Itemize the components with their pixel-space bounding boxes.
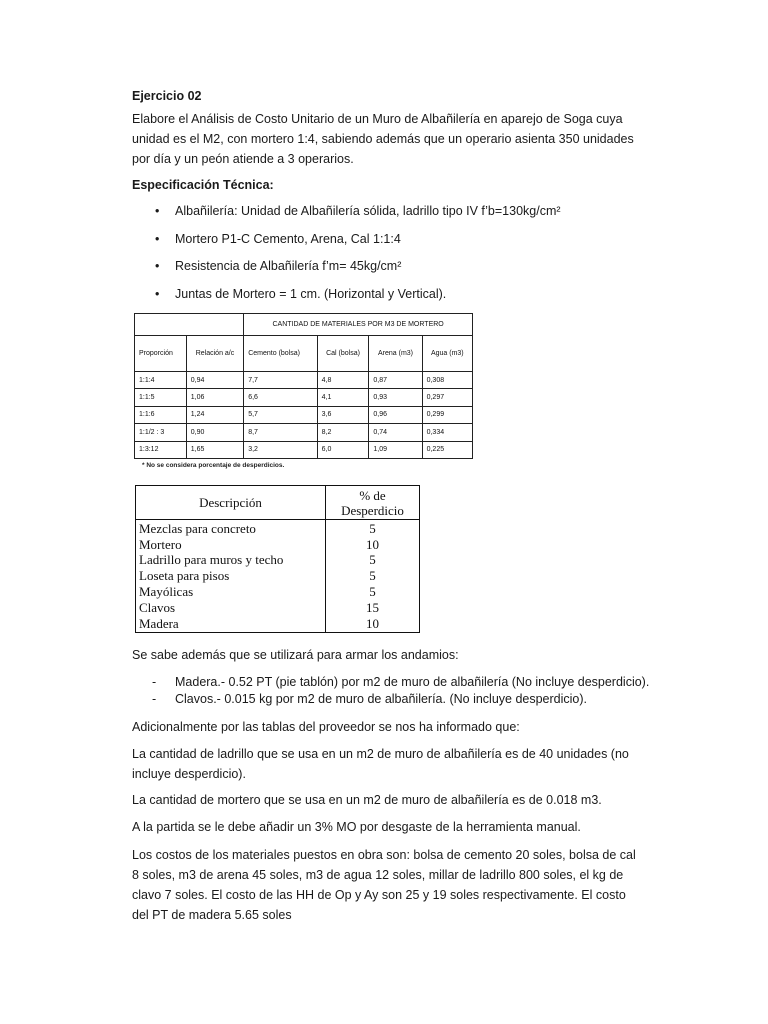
table-cell: 1:1:6 (135, 406, 187, 423)
table-cell: 4,1 (317, 389, 369, 406)
costs-paragraph: Los costos de los materiales puestos en obra son: bolsa de cemento 20 soles, bolsa de cal 8 soles, m3 de arena 45 soles, m3 de agua 12 soles, millar de ladrillo 800 soles, el kg de clavo 7 soles. El costo de las HH de Op y Ay son 25 y 19 soles respectivamente. El costo del PT de madera 5.65 soles (132, 848, 636, 922)
col-header: Descripción (136, 486, 326, 520)
mortar-materials-table (134, 313, 473, 459)
table-cell: 1,65 (186, 441, 243, 458)
table-cell: 0,225 (422, 441, 472, 458)
col-header: Relación a/c (186, 336, 243, 372)
table-cell: 5 (326, 568, 420, 584)
table-row (135, 424, 473, 441)
table-cell: 5 (326, 584, 420, 600)
scaffold-item (152, 691, 587, 708)
col-header: Agua (m3) (422, 336, 472, 372)
bullet-icon: • (155, 232, 160, 246)
table-cell: 0,297 (422, 389, 472, 406)
table-row (135, 406, 473, 423)
spec-item-text: Resistencia de Albañilería f’m= 45kg/cm² (175, 259, 402, 273)
table-cell: 1:1/2 : 3 (135, 424, 187, 441)
mortar-group-header: CANTIDAD DE MATERIALES POR M3 DE MORTERO (244, 314, 473, 336)
table-cell: 10 (326, 616, 420, 633)
table-cell: 4,8 (317, 372, 369, 389)
table-cell: 1,24 (186, 406, 243, 423)
scaffold-item-text: Madera.- 0.52 PT (pie tablón) por m2 de muro de albañilería (No incluye desperdicio). (175, 675, 650, 689)
table-cell: 0,74 (369, 424, 422, 441)
table-cell: 7,7 (244, 372, 317, 389)
table-cell: Mezclas para concreto (136, 520, 326, 537)
spec-item-text: Albañilería: Unidad de Albañilería sólida, ladrillo tipo IV f’b=130kg/cm² (175, 204, 561, 218)
spec-item-text: Juntas de Mortero = 1 cm. (Horizontal y Vertical). (175, 287, 447, 301)
table-cell: 0,334 (422, 424, 472, 441)
table-row (135, 372, 473, 389)
table-cell: 0,94 (186, 372, 243, 389)
table-cell: 0,96 (369, 406, 422, 423)
table-row (136, 536, 420, 552)
table-cell: 1:1:4 (135, 372, 187, 389)
spec-item (155, 285, 447, 303)
supplier-paragraph: Adicionalmente por las tablas del proveedor se nos ha informado que: (132, 720, 520, 734)
table-cell: 1:3:12 (135, 441, 187, 458)
table-cell: 5 (326, 552, 420, 568)
table-row (136, 584, 420, 600)
intro-paragraph: Elabore el Análisis de Costo Unitario de un Muro de Albañilería en aparejo de Soga cuya unidad es el M2, con mortero 1:4, sabiendo además que un operario asienta 350 unidades por día y un peón atiende a 3 operarios. (132, 112, 634, 166)
waste-table (135, 485, 420, 633)
table-cell: 3,2 (244, 441, 317, 458)
table-row (136, 520, 420, 537)
col-header: Cal (bolsa) (317, 336, 369, 372)
bullet-icon: • (155, 204, 160, 218)
dash-icon: - (152, 675, 157, 689)
table-cell: 8,7 (244, 424, 317, 441)
bullet-icon: • (155, 259, 160, 273)
table-row (135, 441, 473, 458)
table-row (135, 389, 473, 406)
table-cell: 1,06 (186, 389, 243, 406)
table-cell: Madera (136, 616, 326, 633)
table-row (136, 568, 420, 584)
table-cell: Loseta para pisos (136, 568, 326, 584)
spec-item-text: Mortero P1-C Cemento, Arena, Cal 1:1:4 (175, 232, 401, 246)
table-cell: Ladrillo para muros y techo (136, 552, 326, 568)
table-cell: 3,6 (317, 406, 369, 423)
scaffold-intro: Se sabe además que se utilizará para armar los andamios: (132, 648, 459, 662)
table-cell: 0,90 (186, 424, 243, 441)
table-row (136, 600, 420, 616)
table-cell: Clavos (136, 600, 326, 616)
table-cell: 15 (326, 600, 420, 616)
table-cell: 6,6 (244, 389, 317, 406)
table-row (136, 552, 420, 568)
col-header: % de Desperdicio (326, 486, 420, 520)
table-cell: 0,87 (369, 372, 422, 389)
col-header: Proporción (135, 336, 187, 372)
table-cell: Mayólicas (136, 584, 326, 600)
table-cell: 6,0 (317, 441, 369, 458)
col-header: Cemento (bolsa) (244, 336, 317, 372)
table-cell: Mortero (136, 536, 326, 552)
mortar-paragraph: La cantidad de mortero que se usa en un m2 de muro de albañilería es de 0.018 m3. (132, 793, 602, 807)
col-header: Arena (m3) (369, 336, 422, 372)
spec-item (155, 202, 561, 220)
table-cell: 5,7 (244, 406, 317, 423)
table-cell: 10 (326, 536, 420, 552)
table-cell: 1,09 (369, 441, 422, 458)
spec-item (155, 257, 402, 275)
table-cell: 5 (326, 520, 420, 537)
table-cell: 1:1:5 (135, 389, 187, 406)
spec-item (155, 230, 401, 248)
bullet-icon: • (155, 287, 160, 301)
table-cell: 0,308 (422, 372, 472, 389)
table-row (136, 616, 420, 633)
tools-paragraph: A la partida se le debe añadir un 3% MO por desgaste de la herramienta manual. (132, 820, 581, 834)
scaffold-item-text: Clavos.- 0.015 kg por m2 de muro de albañilería. (No incluye desperdicio). (175, 692, 588, 706)
scaffold-item (152, 674, 649, 691)
spec-heading: Especificación Técnica: (132, 178, 274, 192)
table-cell: 0,299 (422, 406, 472, 423)
table-footnote: * No se considera porcentaje de desperdicios. (142, 462, 285, 469)
dash-icon: - (152, 692, 157, 706)
table-cell: 0,93 (369, 389, 422, 406)
exercise-title: Ejercicio 02 (132, 89, 202, 103)
brick-paragraph: La cantidad de ladrillo que se usa en un m2 de muro de albañilería es de 40 unidades (no incluye desperdicio). (132, 747, 629, 781)
table-cell: 8,2 (317, 424, 369, 441)
